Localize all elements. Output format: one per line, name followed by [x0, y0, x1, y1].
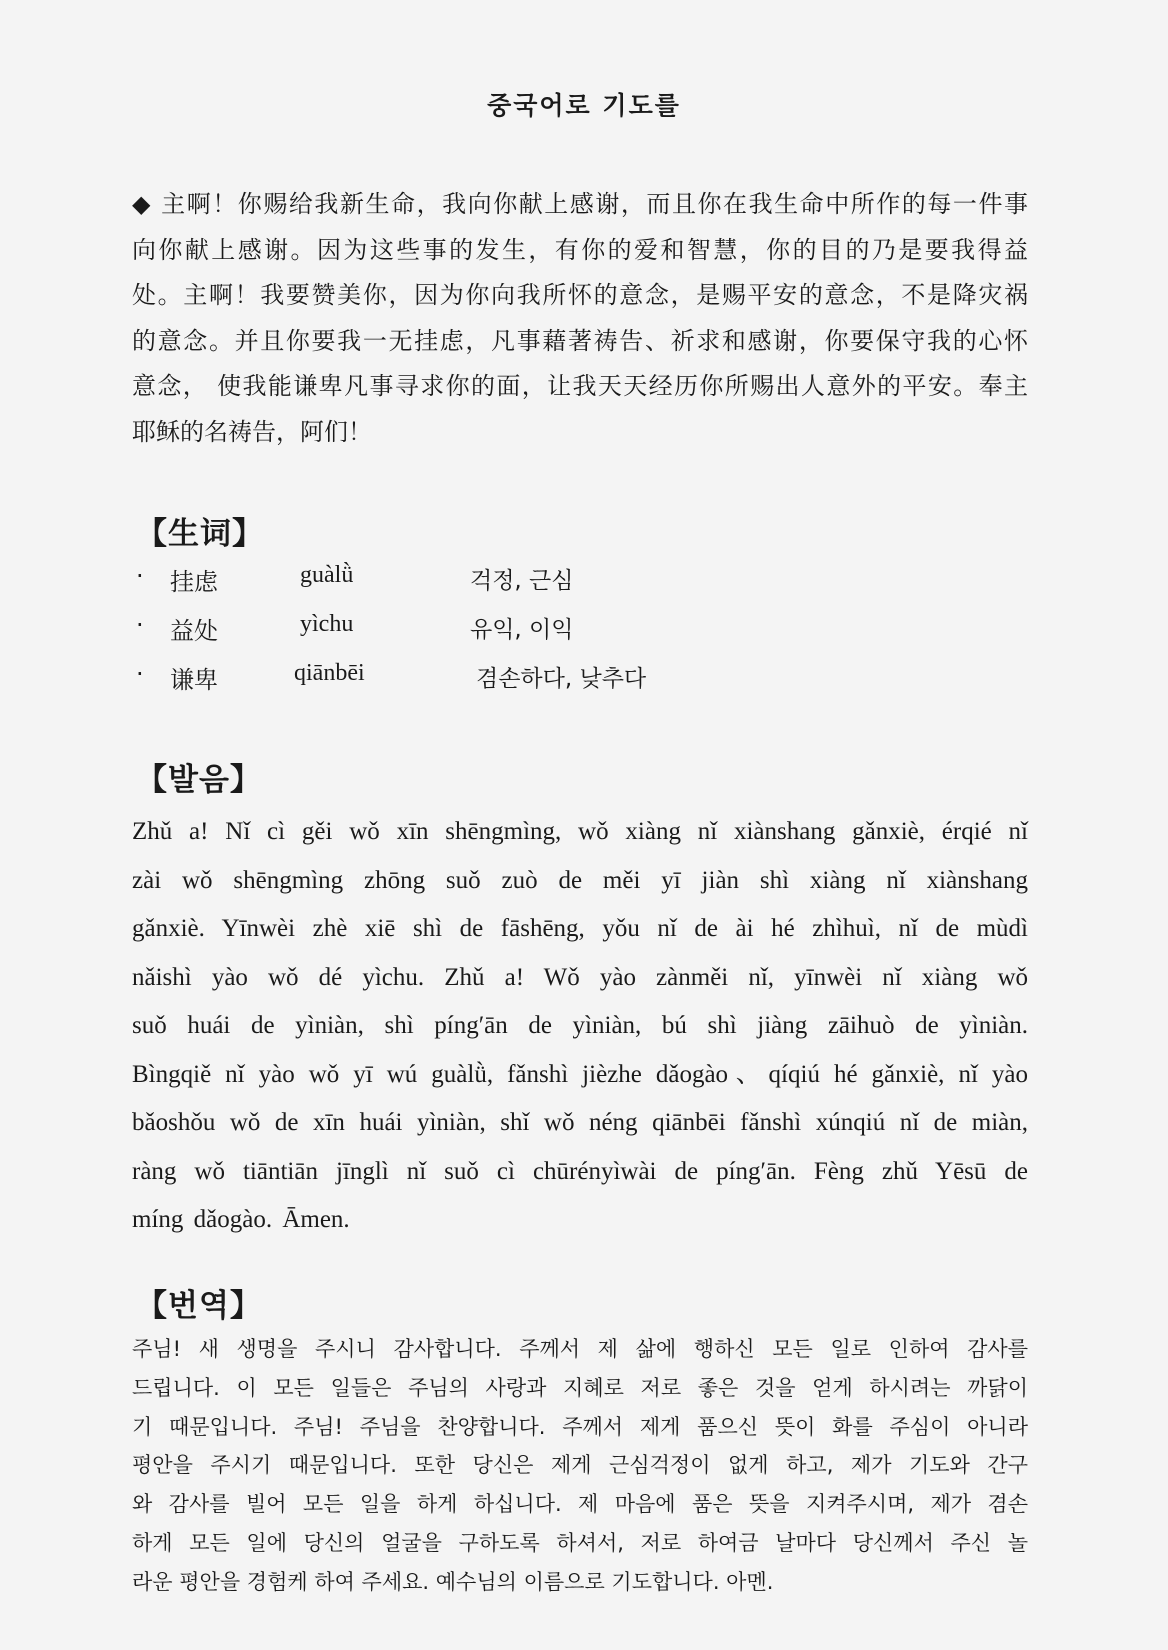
pronunciation-line: Zhǔ a! Nǐ cì gěi wǒ xīn shēngmìng, wǒ xiàng nǐ xiànshang gǎnxiè, érqié nǐ: [132, 818, 1028, 845]
prayer-line: 的意念。并且你要我一无挂虑，凡事藉著祷告、祈求和感谢，你要保守我的心怀: [132, 326, 1028, 355]
vocab-word: 谦卑: [170, 666, 218, 694]
pronunciation-line: bǎoshǒu wǒ de xīn huái yìniàn, shǐ wǒ néng qiānbēi fǎnshì xúnqiú nǐ de miàn,: [132, 1109, 1028, 1136]
prayer-line: 向你献上感谢。因为这些事的发生，有你的爱和智慧，你的目的乃是要我得益: [132, 235, 1028, 264]
pronunciation-line: míng dǎogào. Āmen.: [132, 1206, 350, 1233]
translation-line: 기 때문입니다. 주님! 주님을 찬양합니다. 주께서 제게 품으신 뜻이 화를 주심이 아니라: [132, 1414, 1028, 1439]
vocab-heading: 【生词】: [136, 516, 264, 552]
translation-line: 평안을 주시기 때문입니다. 또한 당신은 제게 근심걱정이 없게 하고, 제가 기도와 간구: [132, 1453, 1028, 1478]
vocab-pinyin: guàlǜ: [300, 562, 354, 588]
translation-line: 하게 모든 일에 당신의 얼굴을 구하도록 하셔서, 저로 하여금 날마다 당신께서 주신 놀: [132, 1530, 1028, 1555]
prayer-line: 耶稣的名祷告，阿们！: [132, 417, 372, 446]
vocab-item: [136, 660, 736, 696]
translation-line: 라운 평안을 경험케 하여 주세요. 예수님의 이름으로 기도합니다. 아멘.: [132, 1569, 774, 1594]
prayer-line: 意念， 使我能谦卑凡事寻求你的面，让我天天经历你所赐出人意外的平安。奉主: [132, 372, 1028, 400]
pronunciation-text: [132, 808, 1028, 1245]
prayer-line: 处。主啊！我要赞美你，因为你向我所怀的意念，是赐平安的意念，不是降灾祸: [132, 281, 1028, 309]
page-title: 중국어로 기도를: [487, 91, 681, 120]
vocab-pinyin: yìchu: [300, 611, 354, 637]
prayer-line: ◆ 主啊！你赐给我新生命，我向你献上感谢，而且你在我生命中所作的每一件事: [132, 190, 1028, 218]
bullet-icon: ·: [136, 611, 144, 639]
translation-text: [132, 1330, 1028, 1602]
vocab-word: 益处: [170, 617, 218, 645]
bullet-icon: ·: [136, 562, 144, 590]
translation-line: 와 감사를 빌어 모든 일을 하게 하십니다. 제 마음에 품은 뜻을 지켜주시며, 제가 겸손: [132, 1492, 1028, 1517]
pronunciation-line: suǒ huái de yìniàn, shì píng′ān de yìniàn, bú shì jiàng zāihuò de yìniàn.: [132, 1012, 1028, 1039]
vocab-word: 挂虑: [170, 568, 218, 596]
bullet-icon: ·: [136, 660, 144, 688]
vocab-meaning: 유익, 이익: [470, 617, 574, 643]
translation-line: 주님! 새 생명을 주시니 감사합니다. 주께서 제 삶에 행하신 모든 일로 인하여 감사를: [132, 1337, 1028, 1361]
translation-line: 드립니다. 이 모든 일들은 주님의 사랑과 지혜로 저로 좋은 것을 얻게 하시려는 까닭이: [132, 1375, 1028, 1400]
pronunciation-line: ràng wǒ tiāntiān jīnglì nǐ suǒ cì chūrényìwài de píng′ān. Fèng zhǔ Yēsū de: [132, 1157, 1028, 1185]
vocab-meaning: 걱정, 근심: [470, 568, 574, 594]
vocab-item: [136, 611, 736, 647]
vocab-meaning: 겸손하다, 낮추다: [476, 666, 647, 692]
pronunciation-line: gǎnxiè. Yīnwèi zhè xiē shì de fāshēng, yǒu nǐ de ài hé zhìhuì, nǐ de mùdì: [132, 915, 1028, 942]
pronunciation-heading: 【발음】: [136, 762, 262, 798]
pronunciation-line: nǎishì yào wǒ dé yìchu. Zhǔ a! Wǒ yào zànměi nǐ, yīnwèi nǐ xiàng wǒ: [132, 963, 1028, 991]
vocab-pinyin: qiānbēi: [294, 660, 365, 686]
vocab-item: [136, 562, 736, 598]
pronunciation-line: Bìngqiě nǐ yào wǒ yī wú guàlǜ, fǎnshì jièzhe dǎogào、qíqiú hé gǎnxiè, nǐ yào: [132, 1060, 1028, 1088]
prayer-chinese: [132, 182, 1028, 455]
pronunciation-line: zài wǒ shēngmìng zhōng suǒ zuò de měi yī jiàn shì xiàng nǐ xiànshang: [132, 866, 1028, 894]
translation-heading: 【번역】: [136, 1288, 262, 1324]
